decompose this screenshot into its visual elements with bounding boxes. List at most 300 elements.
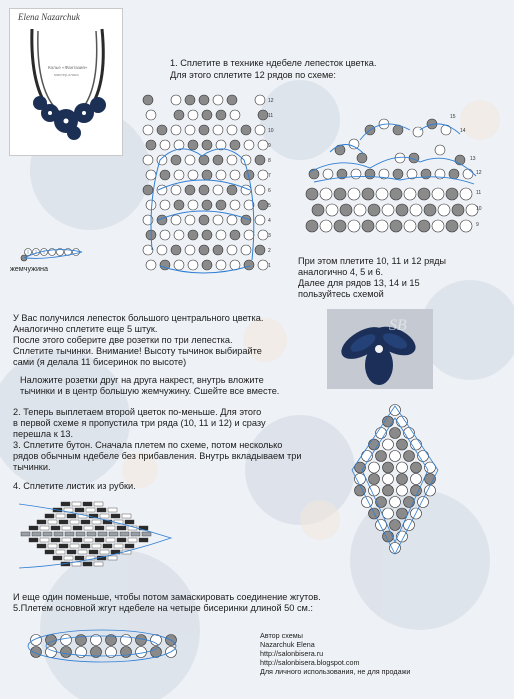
- side-bead: [390, 188, 402, 200]
- bud-bead: [390, 451, 401, 462]
- leaf-bugle-bead: [78, 550, 87, 554]
- side-bead: [446, 220, 458, 232]
- leaf-bugle-bead: [54, 532, 63, 536]
- petal-bead: [258, 170, 268, 180]
- petal-bead: [213, 95, 223, 105]
- leaf-bugle-bead: [98, 532, 107, 536]
- petal-bead: [202, 170, 212, 180]
- leaf-bugle-bead: [139, 538, 148, 542]
- petal-bead: [143, 155, 153, 165]
- leaf-bugle-bead: [48, 520, 57, 524]
- petal-bead: [185, 245, 195, 255]
- petal-bead: [171, 185, 181, 195]
- side-bead: [418, 188, 430, 200]
- leaf-bugle-bead: [87, 532, 96, 536]
- petal-bead: [185, 185, 195, 195]
- side-bead: [326, 204, 338, 216]
- leaf-bugle-bead: [29, 538, 38, 542]
- petal-bead: [199, 155, 209, 165]
- bud-bead: [397, 462, 408, 473]
- credit-line-1: Автор схемы: [260, 631, 303, 640]
- side-bead: [340, 204, 352, 216]
- side-bead: [306, 220, 318, 232]
- petal-row-number: 9: [268, 143, 271, 149]
- petal-bead: [185, 215, 195, 225]
- bud-bead: [369, 462, 380, 473]
- bud-bead: [383, 508, 394, 519]
- leaf-bugle-bead: [94, 562, 103, 566]
- step1-line1: 1. Сплетите в технике ндебеле лепесток цветка.: [170, 58, 377, 68]
- petal-bead: [202, 260, 212, 270]
- necklace-image: [10, 9, 122, 155]
- leaf-bugle-bead: [56, 514, 65, 518]
- side-bead: [393, 169, 403, 179]
- petal-bead: [244, 140, 254, 150]
- bud-bead: [390, 543, 401, 554]
- petal-bead: [255, 125, 265, 135]
- petal-bead: [227, 155, 237, 165]
- leaf-bugle-bead: [53, 556, 62, 560]
- petal-bead: [188, 140, 198, 150]
- petal-bead: [143, 95, 153, 105]
- petal-diagram: [140, 90, 280, 285]
- petal-bead: [188, 230, 198, 240]
- petal-bead: [202, 140, 212, 150]
- petal-bead: [199, 245, 209, 255]
- leaf-bugle-bead: [120, 532, 129, 536]
- leaf-bugle-bead: [86, 508, 95, 512]
- leaf-bugle-bead: [29, 526, 38, 530]
- petal-bead: [174, 230, 184, 240]
- petal-row-number: 4: [268, 218, 271, 224]
- petal-bead: [157, 125, 167, 135]
- step5-line: 5.Плетем основной жгут ндебеле на четыре бисеринки длиной 50 см.:: [13, 603, 313, 613]
- petal-bead: [213, 185, 223, 195]
- leaf-bugle-bead: [106, 538, 115, 542]
- rope-bead: [61, 635, 72, 646]
- side-bead: [424, 204, 436, 216]
- side-bead: [390, 220, 402, 232]
- side-bead: [432, 188, 444, 200]
- leaf-bugle-bead: [84, 526, 93, 530]
- petal-bead: [244, 230, 254, 240]
- petal-bead: [185, 155, 195, 165]
- petal-bead: [171, 155, 181, 165]
- petal-line-5: сами (я делала 11 бисеринок по высоте): [13, 357, 187, 367]
- assemble-line-1: Наложите розетки друг на друга накрест, внутрь вложите: [20, 375, 264, 385]
- petal-bead: [143, 125, 153, 135]
- leaf-bugle-bead: [125, 544, 134, 548]
- step1-line2: Для этого сплетите 12 рядов по схеме:: [170, 70, 336, 80]
- leaf-diagram: [15, 494, 175, 574]
- leaf-bugle-bead: [142, 532, 151, 536]
- petal-bead: [146, 170, 156, 180]
- side-note-1: При этом плетите 10, 11 и 12 ряды: [298, 256, 447, 266]
- leaf-bugle-bead: [73, 526, 82, 530]
- leaf-bugle-bead: [128, 538, 137, 542]
- petal-bead: [227, 125, 237, 135]
- petal-bead: [171, 215, 181, 225]
- side-bead: [362, 220, 374, 232]
- side-bead: [365, 169, 375, 179]
- petal-bead: [258, 230, 268, 240]
- side-bead: [446, 188, 458, 200]
- rope-bead: [121, 647, 132, 658]
- leaf-bugle-bead: [92, 520, 101, 524]
- leaf-bugle-bead: [103, 544, 112, 548]
- leaf-bugle-bead: [67, 550, 76, 554]
- petal-bead: [171, 125, 181, 135]
- photo-watermark: SB: [389, 317, 407, 334]
- side-row-number: 12: [476, 170, 482, 176]
- petal-bead: [199, 215, 209, 225]
- petal-bead: [174, 170, 184, 180]
- petal-row-number: 11: [268, 113, 274, 119]
- leaf-bugle-bead: [92, 544, 101, 548]
- step2-line-1: 2. Теперь выплетаем второй цветок по-меньше. Для этого: [13, 407, 262, 417]
- side-bead: [410, 204, 422, 216]
- petal-bead: [216, 170, 226, 180]
- bud-bead: [376, 497, 387, 508]
- leaf-bugle-bead: [84, 538, 93, 542]
- step3-line-1: 3. Сплетите бутон. Сначала плетем по схеме, потом несколько: [13, 440, 283, 450]
- leaf-bugle-bead: [81, 520, 90, 524]
- cover-photo: [9, 8, 123, 156]
- petal-bead: [174, 260, 184, 270]
- side-note-3: Далее для рядов 13, 14 и 15: [298, 278, 420, 288]
- leaf-bugle-bead: [111, 514, 120, 518]
- leaf-bugle-bead: [114, 544, 123, 548]
- bud-bead: [390, 520, 401, 531]
- step3-line-2: рядов обычным ндебеле без прибавления. Внутрь вкладываем три: [13, 451, 302, 461]
- petal-bead: [199, 185, 209, 195]
- petal-bead: [143, 185, 153, 195]
- side-bead: [368, 204, 380, 216]
- petal-line-3: После этого соберите две розетки по три лепестка.: [13, 335, 233, 345]
- bud-bead: [404, 520, 415, 531]
- petal-bead: [160, 230, 170, 240]
- petal-bead: [227, 185, 237, 195]
- petal-row-number: 7: [268, 173, 271, 179]
- bud-bead: [404, 497, 415, 508]
- petal-bead: [258, 260, 268, 270]
- extra-line: И еще один поменьше, чтобы потом замаскировать соединение жгутов.: [13, 592, 321, 602]
- petal-bead: [227, 245, 237, 255]
- side-pattern-diagram: [300, 110, 490, 250]
- side-bead: [362, 188, 374, 200]
- leaf-bugle-bead: [108, 508, 117, 512]
- bud-bead: [397, 474, 408, 485]
- leaf-bugle-bead: [59, 520, 68, 524]
- petal-row-number: 8: [268, 158, 271, 164]
- side-row-number: 10: [476, 206, 482, 212]
- bud-diagram: [340, 400, 450, 560]
- assemble-line-2: тычинки и в центр большую жемчужину. Сшейте все вместе.: [20, 386, 280, 396]
- leaf-bugle-bead: [61, 502, 70, 506]
- side-bead: [351, 169, 361, 179]
- petal-bead: [199, 95, 209, 105]
- side-bead: [376, 220, 388, 232]
- petal-bead: [213, 245, 223, 255]
- leaf-bugle-bead: [56, 550, 65, 554]
- petal-row-number: 5: [268, 203, 271, 209]
- petal-bead: [213, 155, 223, 165]
- petal-bead: [160, 200, 170, 210]
- petal-bead: [216, 110, 226, 120]
- bud-bead: [411, 485, 422, 496]
- leaf-bugle-bead: [37, 520, 46, 524]
- flower-image: [327, 309, 433, 389]
- side-bead: [449, 169, 459, 179]
- petal-bead: [255, 215, 265, 225]
- petal-bead: [146, 200, 156, 210]
- petal-bead: [157, 245, 167, 255]
- petal-bead: [185, 95, 195, 105]
- petal-bead: [160, 140, 170, 150]
- side-bead: [460, 220, 472, 232]
- leaf-bugle-bead: [32, 532, 41, 536]
- leaf-bugle-bead: [62, 526, 71, 530]
- rope-bead: [121, 635, 132, 646]
- petal-row-number: 1: [268, 263, 271, 269]
- bud-bead: [404, 451, 415, 462]
- petal-bead: [227, 215, 237, 225]
- side-bead: [354, 204, 366, 216]
- side-bead: [334, 220, 346, 232]
- petal-row-number: 6: [268, 188, 271, 194]
- bud-bead: [362, 497, 373, 508]
- petal-bead: [185, 125, 195, 135]
- bud-bead: [425, 474, 436, 485]
- leaf-bugle-bead: [62, 538, 71, 542]
- side-bead: [418, 220, 430, 232]
- petal-line-1: У Вас получился лепесток большого центрального цветка.: [13, 313, 264, 323]
- leaf-bugle-bead: [40, 538, 49, 542]
- leaf-bugle-bead: [51, 526, 60, 530]
- petal-bead: [146, 110, 156, 120]
- leaf-bugle-bead: [72, 502, 81, 506]
- side-row-number: 11: [476, 190, 482, 196]
- credit-line-2: Nazarchuk Elena: [260, 640, 315, 649]
- bud-bead: [355, 485, 366, 496]
- petal-bead: [188, 110, 198, 120]
- petal-bead: [241, 125, 251, 135]
- petal-bead: [230, 170, 240, 180]
- bud-bead: [369, 474, 380, 485]
- side-note-4: пользуйтесь схемой: [298, 289, 384, 299]
- petal-bead: [230, 200, 240, 210]
- petal-bead: [146, 260, 156, 270]
- petal-bead: [255, 155, 265, 165]
- leaf-bugle-bead: [45, 514, 54, 518]
- side-bead: [348, 220, 360, 232]
- side-note-2: аналогично 4, 5 и 6.: [298, 267, 384, 277]
- leaf-bugle-bead: [65, 532, 74, 536]
- bud-bead: [397, 439, 408, 450]
- petal-row-number: 12: [268, 98, 274, 104]
- petal-bead: [255, 95, 265, 105]
- petal-line-2: Аналогично сплетите еще 5 штук.: [13, 324, 158, 334]
- side-bead: [357, 153, 367, 163]
- leaf-bugle-bead: [109, 532, 118, 536]
- petal-bead: [160, 170, 170, 180]
- petal-bead: [213, 125, 223, 135]
- petal-row-number: 10: [268, 128, 274, 134]
- side-bead: [452, 204, 464, 216]
- petal-bead: [255, 245, 265, 255]
- side-bead: [376, 188, 388, 200]
- bud-bead: [390, 428, 401, 439]
- side-bead: [334, 188, 346, 200]
- rope-bead: [31, 647, 42, 658]
- side-bead: [435, 145, 445, 155]
- petal-bead: [188, 260, 198, 270]
- petal-bead: [230, 110, 240, 120]
- side-bead: [438, 204, 450, 216]
- side-row-number: 14: [460, 128, 466, 134]
- leaf-bugle-bead: [106, 526, 115, 530]
- leaf-bugle-bead: [67, 514, 76, 518]
- credit-line-3: http://salonbisera.ru: [260, 649, 324, 658]
- leaf-bugle-bead: [100, 514, 109, 518]
- leaf-bugle-bead: [125, 520, 134, 524]
- petal-bead: [202, 200, 212, 210]
- side-bead: [349, 139, 359, 149]
- petal-bead: [188, 200, 198, 210]
- bud-bead: [418, 497, 429, 508]
- side-bead: [306, 188, 318, 200]
- petal-bead: [174, 200, 184, 210]
- leaf-bugle-bead: [131, 532, 140, 536]
- side-bead: [382, 204, 394, 216]
- petal-bead: [146, 140, 156, 150]
- petal-bead: [188, 170, 198, 180]
- petal-bead: [202, 230, 212, 240]
- bud-bead: [411, 474, 422, 485]
- leaf-bugle-bead: [95, 526, 104, 530]
- leaf-bugle-bead: [100, 550, 109, 554]
- leaf-bugle-bead: [75, 556, 84, 560]
- side-bead: [320, 188, 332, 200]
- petal-bead: [216, 200, 226, 210]
- side-bead: [463, 169, 473, 179]
- leaf-bugle-bead: [89, 550, 98, 554]
- stamen-label: жемчужина: [10, 264, 48, 273]
- leaf-bugle-bead: [40, 526, 49, 530]
- side-bead: [404, 188, 416, 200]
- bud-bead: [376, 520, 387, 531]
- side-bead: [323, 169, 333, 179]
- petal-bead: [258, 200, 268, 210]
- leaf-bugle-bead: [108, 556, 117, 560]
- flower-photo: [327, 309, 433, 389]
- petal-bead: [258, 140, 268, 150]
- petal-bead: [230, 230, 240, 240]
- leaf-bugle-bead: [75, 508, 84, 512]
- petal-row-number: 3: [268, 233, 271, 239]
- side-row-number: 15: [450, 114, 456, 120]
- petal-bead: [174, 110, 184, 120]
- petal-bead: [202, 110, 212, 120]
- side-row-number: 9: [476, 222, 479, 228]
- bud-bead: [411, 462, 422, 473]
- leaf-bugle-bead: [81, 544, 90, 548]
- side-row-number: 13: [470, 156, 476, 162]
- petal-bead: [244, 260, 254, 270]
- bud-bead: [397, 508, 408, 519]
- bud-bead: [369, 485, 380, 496]
- leaf-bugle-bead: [117, 526, 126, 530]
- leaf-bugle-bead: [70, 520, 79, 524]
- petal-bead: [213, 215, 223, 225]
- leaf-bugle-bead: [59, 544, 68, 548]
- leaf-bugle-bead: [117, 538, 126, 542]
- leaf-bugle-bead: [122, 514, 131, 518]
- petal-bead: [258, 110, 268, 120]
- bud-bead: [390, 497, 401, 508]
- credit-line-4: http://salonbisera.blogspot.com: [260, 658, 360, 667]
- petal-bead: [255, 185, 265, 195]
- petal-bead: [199, 125, 209, 135]
- petal-row-number: 2: [268, 248, 271, 254]
- leaf-bugle-bead: [43, 532, 52, 536]
- side-bead: [432, 220, 444, 232]
- bud-bead: [376, 451, 387, 462]
- rope-bead: [136, 647, 147, 658]
- bud-bead: [383, 485, 394, 496]
- petal-bead: [241, 245, 251, 255]
- petal-bead: [227, 95, 237, 105]
- step2-line-3: перешла к 13.: [13, 429, 74, 439]
- rope-bead: [31, 635, 42, 646]
- leaf-bugle-bead: [83, 502, 92, 506]
- bud-bead: [383, 462, 394, 473]
- petal-bead: [171, 95, 181, 105]
- bud-bead: [425, 485, 436, 496]
- leaf-bugle-bead: [73, 538, 82, 542]
- side-bead: [396, 204, 408, 216]
- petal-bead: [171, 245, 181, 255]
- petal-bead: [216, 230, 226, 240]
- bud-bead: [355, 474, 366, 485]
- step2-line-2: в первой схеме я пропустила три ряда (10, 11 и 12) и сразу: [13, 418, 266, 428]
- side-bead: [404, 220, 416, 232]
- rope-diagram: [20, 620, 190, 676]
- leaf-bugle-bead: [51, 538, 60, 542]
- bud-bead: [383, 474, 394, 485]
- petal-bead: [230, 140, 240, 150]
- petal-bead: [241, 155, 251, 165]
- leaf-bugle-bead: [70, 544, 79, 548]
- step3-line-3: тычинки.: [13, 462, 51, 472]
- side-bead: [320, 220, 332, 232]
- side-bead: [460, 188, 472, 200]
- leaf-bugle-bead: [95, 538, 104, 542]
- petal-bead: [216, 260, 226, 270]
- cover-book-title: Колье «Фантазия»: [48, 65, 88, 70]
- side-bead: [312, 204, 324, 216]
- leaf-bugle-bead: [94, 502, 103, 506]
- leaf-bugle-bead: [97, 508, 106, 512]
- side-bead: [309, 169, 319, 179]
- side-bead: [348, 188, 360, 200]
- credit-line-5: Для личного использования, не для продажи: [260, 667, 411, 676]
- leaf-bugle-bead: [21, 532, 30, 536]
- bud-bead: [383, 439, 394, 450]
- leaf-bugle-bead: [83, 562, 92, 566]
- cover-signature: Elena Nazarchuk: [18, 12, 80, 22]
- rope-bead: [61, 647, 72, 658]
